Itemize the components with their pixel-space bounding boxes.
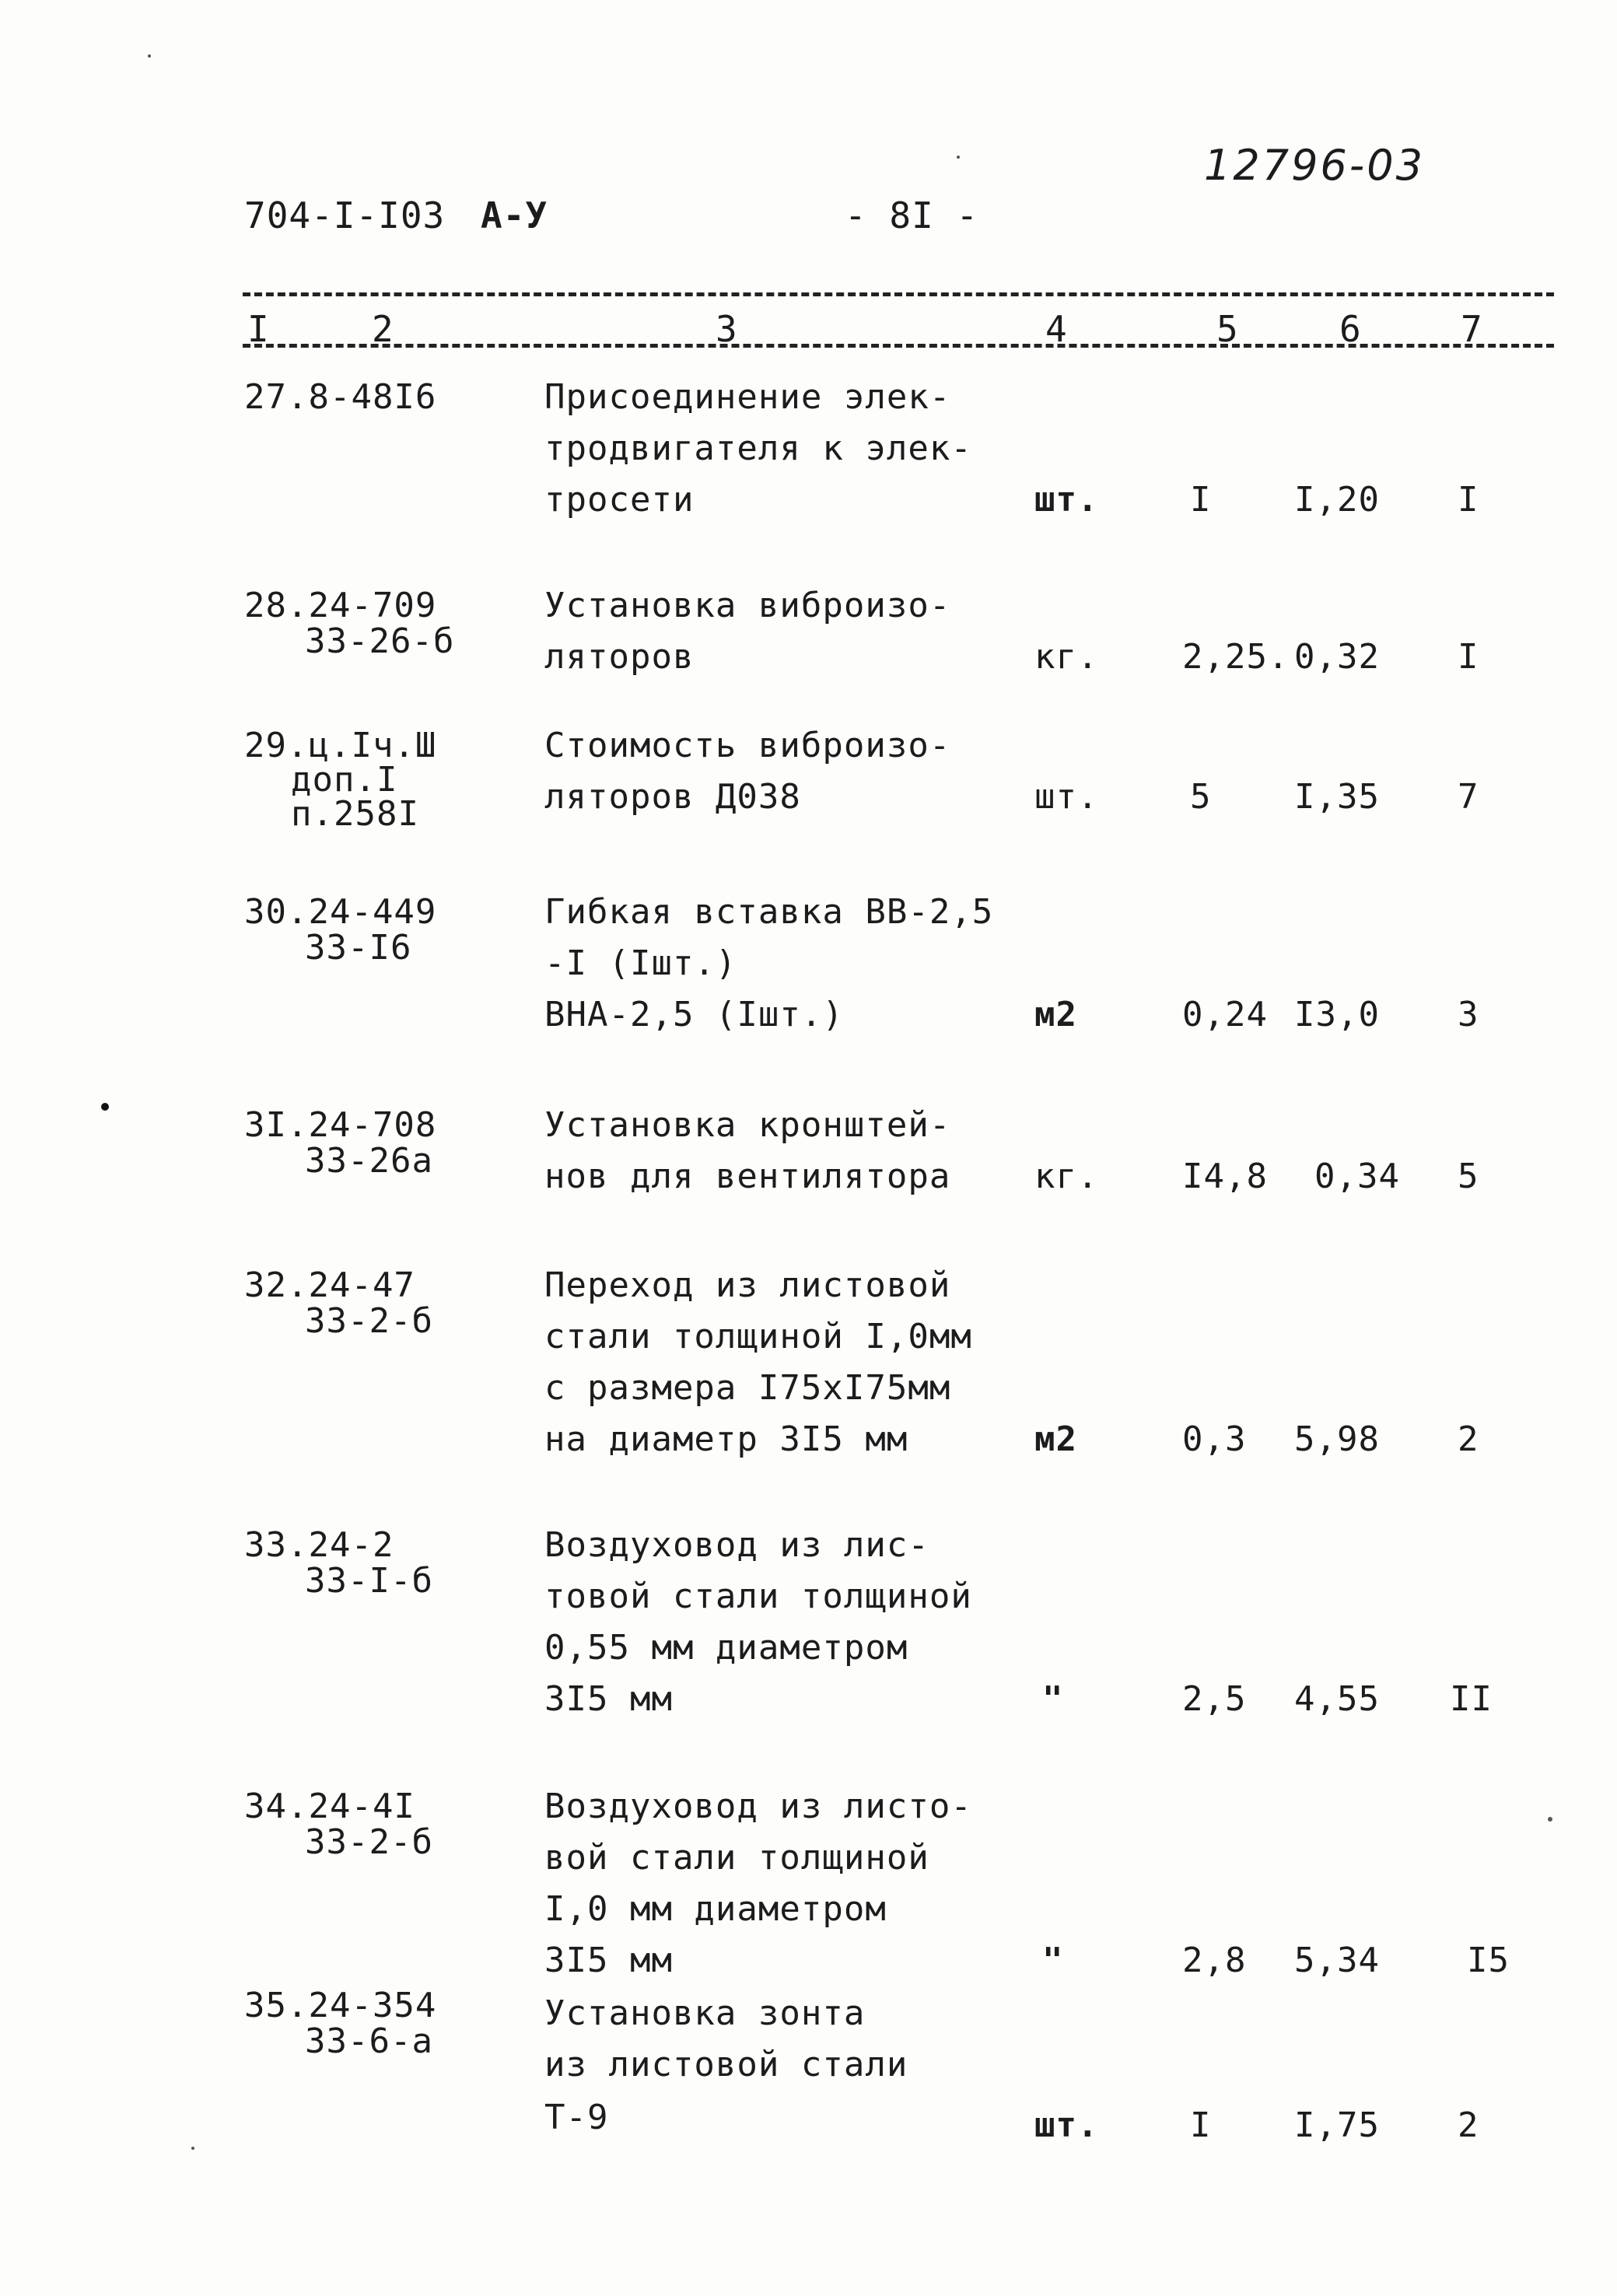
row-col7: 3 [1458,995,1479,1034]
column-header-4: 4 [1045,308,1068,350]
row-description: с размера I75хI75мм [544,1368,951,1408]
row-quantity: 5 [1190,777,1212,817]
column-header-5: 5 [1216,308,1239,350]
row-description: Присоединение элек- [544,377,951,417]
row-col7: 5 [1458,1157,1479,1196]
row-description: 0,55 мм диаметром [544,1628,908,1668]
row-price: 0,32 [1294,637,1380,677]
row-code: 33.24-2 [244,1525,394,1565]
scan-speck [1548,1817,1552,1822]
row-description: ляторов [544,637,695,677]
row-description: -I (Iшт.) [544,943,737,983]
row-quantity: 2,8 [1182,1941,1247,1980]
row-code: 33-2-б [305,1301,433,1341]
row-col7: 2 [1458,2105,1479,2145]
row-description: вой стали толщиной [544,1838,929,1878]
row-code: 33-I6 [305,928,412,968]
row-col7: 7 [1458,777,1479,817]
row-code: 33-6-а [305,2021,433,2061]
row-description: из листовой стали [544,2045,908,2084]
row-unit: шт. [1034,777,1099,817]
row-code: 3I.24-708 [244,1105,437,1145]
row-description: тродвигателя к элек- [544,429,972,468]
row-unit: кг. [1034,637,1099,677]
row-unit: " [1042,1941,1064,1980]
row-price: I,35 [1294,777,1380,817]
row-description: ВНА-2,5 (Iшт.) [544,995,844,1034]
row-price: I,20 [1294,480,1380,520]
doc-code: 704-I-I03 [244,194,446,236]
row-price: I3,0 [1294,995,1380,1034]
row-code: 29.ц.Iч.Ш [244,726,437,765]
row-quantity: 2,25. [1182,637,1290,677]
row-code: 34.24-4I [244,1787,415,1826]
row-quantity: I [1190,2105,1212,2145]
row-quantity: 0,3 [1182,1419,1247,1459]
row-description: Установка зонта [544,1993,866,2033]
row-quantity: 0,24 [1182,995,1268,1034]
page-number: - 8I - [845,194,979,236]
row-unit: шт. [1034,480,1099,520]
row-unit: " [1042,1679,1064,1719]
row-price: 5,98 [1294,1419,1380,1459]
row-description: тросети [544,480,695,520]
row-code: 30.24-449 [244,892,437,932]
row-description: ляторов Д038 [544,777,801,817]
row-description: Установка кронштей- [544,1105,951,1145]
row-col7: I [1458,637,1479,677]
row-price: I,75 [1294,2105,1380,2145]
scan-speck [101,1103,109,1111]
row-description: Установка виброизо- [544,586,951,625]
row-description: Т-9 [544,2098,609,2137]
row-price: 5,34 [1294,1941,1380,1980]
column-header-3: 3 [716,308,738,350]
column-header-1: I [247,308,270,350]
row-code: 33-26-б [305,621,455,661]
row-price: 4,55 [1294,1679,1380,1719]
row-quantity: I4,8 [1182,1157,1268,1196]
row-description: стали толщиной I,0мм [544,1317,972,1356]
row-code: 35.24-354 [244,1986,437,2025]
row-description: Воздуховод из листо- [544,1787,972,1826]
row-unit: шт. [1034,2105,1099,2145]
top-dashed-rule [243,292,1554,296]
row-code: 32.24-47 [244,1265,415,1305]
row-description: I,0 мм диаметром [544,1889,887,1929]
row-quantity: I [1190,480,1212,520]
row-unit: кг. [1034,1157,1099,1196]
row-col7: I5 [1467,1941,1510,1980]
row-code: доп.I [291,760,398,800]
row-code: 27.8-48I6 [244,377,437,417]
column-header-6: 6 [1339,308,1362,350]
scan-speck [191,2147,194,2150]
doc-suffix: А-У [481,194,548,236]
row-code: 33-2-б [305,1822,433,1862]
column-header-7: 7 [1461,308,1483,350]
row-quantity: 2,5 [1182,1679,1247,1719]
scan-speck [957,156,960,159]
row-description: Стоимость виброизо- [544,726,951,765]
row-col7: 2 [1458,1419,1479,1459]
row-description: Воздуховод из лис- [544,1525,929,1565]
column-header-2: 2 [372,308,394,350]
row-code: п.258I [291,794,419,834]
row-col7: I [1458,480,1479,520]
row-description: 3I5 мм [544,1941,673,1980]
row-description: нов для вентилятора [544,1157,951,1196]
row-code: 33-26а [305,1141,433,1181]
row-description: Гибкая вставка ВВ-2,5 [544,892,994,932]
row-price: 0,34 [1314,1157,1400,1196]
row-unit: м2 [1034,995,1077,1034]
row-description: на диаметр 3I5 мм [544,1419,908,1459]
scan-speck [148,54,151,58]
row-col7: II [1450,1679,1493,1719]
handwritten-number: 12796-03 [1204,141,1425,190]
row-description: товой стали толщиной [544,1577,972,1616]
row-code: 28.24-709 [244,586,437,625]
row-code: 33-I-б [305,1561,433,1601]
row-unit: м2 [1034,1419,1077,1459]
row-description: 3I5 мм [544,1679,673,1719]
row-description: Переход из листовой [544,1265,951,1305]
